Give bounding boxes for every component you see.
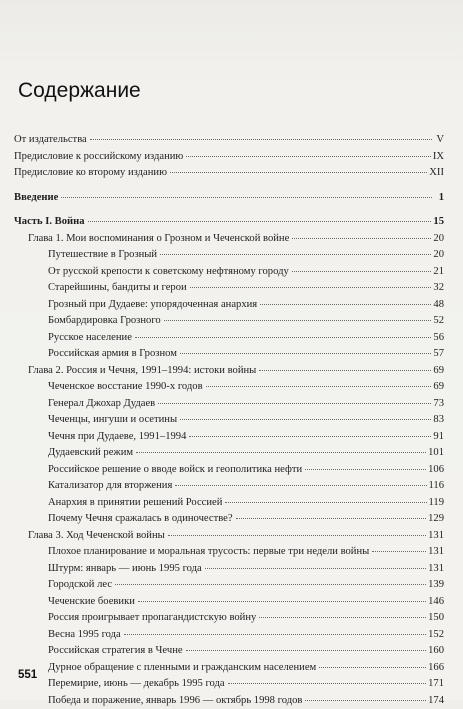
- toc-entry-title: Старейшины, бандиты и герои: [48, 280, 188, 297]
- toc-entry-page: 69: [433, 363, 444, 380]
- toc-entry-title: Российское решение о вводе войск и геополитика нефти: [48, 462, 303, 479]
- toc-entry-page: 174: [428, 693, 444, 709]
- toc-entry-title: Дурное обращение с пленными и гражданским населением: [48, 660, 317, 677]
- toc-entry-title: Российская стратегия в Чечне: [48, 643, 184, 660]
- toc-entry[interactable]: [14, 164, 444, 181]
- dot-leader: [180, 409, 431, 420]
- dot-leader: [190, 277, 432, 288]
- toc-entry-title: Глава 1. Мои воспоминания о Грозном и Чеченской войне: [28, 231, 290, 248]
- toc-entry-page: 57: [433, 346, 444, 363]
- toc-entry-page: 1: [434, 190, 444, 207]
- table-of-contents: [14, 131, 444, 708]
- toc-entry-page: 21: [433, 264, 444, 281]
- toc-entry-title: Чечня при Дудаеве, 1991–1994: [48, 429, 187, 446]
- toc-entry-page: 83: [433, 412, 444, 429]
- toc-entry-page: XII: [429, 165, 444, 182]
- toc-entry-page: 15: [433, 214, 444, 231]
- toc-entry-page: 119: [429, 495, 445, 512]
- toc-entry-title: Россия проигрывает пропагандистскую войну: [48, 610, 257, 627]
- toc-entry-page: 152: [428, 627, 444, 644]
- toc-entry-title: Генерал Джохар Дудаев: [48, 396, 156, 413]
- toc-entry-page: 131: [428, 528, 444, 545]
- dot-leader: [90, 129, 432, 140]
- dot-leader: [319, 657, 426, 668]
- toc-entry-title: Введение: [14, 190, 59, 207]
- toc-entry-title: Анархия в принятии решений Россией: [48, 495, 223, 512]
- toc-entry-page: 52: [433, 313, 444, 330]
- toc-entry-title: Плохое планирование и моральная трусость: первые три недели войны: [48, 544, 370, 561]
- dot-leader: [206, 376, 432, 387]
- toc-entry-title: Бомбардировка Грозного: [48, 313, 162, 330]
- toc-entry-title: Дудаевский режим: [48, 445, 134, 462]
- dot-leader: [175, 475, 426, 486]
- toc-entry-page: 116: [429, 478, 445, 495]
- toc-entry-page: 131: [428, 544, 444, 561]
- toc-entry-page: 48: [433, 297, 444, 314]
- dot-leader: [259, 607, 426, 618]
- toc-entry-page: 139: [428, 577, 444, 594]
- dot-leader: [170, 162, 427, 173]
- toc-entry-page: 91: [433, 429, 444, 446]
- toc-entry-title: Чеченские боевики: [48, 594, 136, 611]
- dot-leader: [158, 393, 431, 404]
- toc-entry-title: Штурм: январь — июнь 1995 года: [48, 561, 203, 578]
- toc-entry-page: 171: [428, 676, 444, 693]
- toc-entry-page: 20: [433, 247, 444, 264]
- toc-entry-title: Весна 1995 года: [48, 627, 122, 644]
- toc-entry-title: Российская армия в Грозном: [48, 346, 178, 363]
- toc-entry-title: Предисловие к российскому изданию: [14, 149, 184, 166]
- toc-entry-title: От русской крепости к советскому нефтяному городу: [48, 264, 290, 281]
- toc-entry-page: 150: [428, 610, 444, 627]
- page-title: Содержание: [18, 79, 141, 103]
- dot-leader: [259, 360, 431, 371]
- dot-leader: [372, 541, 426, 552]
- toc-entry-title: Грозный при Дудаеве: упорядоченная анархия: [48, 297, 258, 314]
- toc-entry-page: 73: [433, 396, 444, 413]
- toc-entry-title: Городской лес: [48, 577, 113, 594]
- toc-entry-title: Катализатор для вторжения: [48, 478, 173, 495]
- dot-leader: [186, 146, 430, 157]
- dot-leader: [136, 442, 426, 453]
- dot-leader: [305, 690, 426, 701]
- dot-leader: [236, 508, 427, 519]
- toc-entry-page: 20: [433, 231, 444, 248]
- page-number: 551: [18, 669, 37, 681]
- toc-entry-title: Перемирие, июнь — декабрь 1995 года: [48, 676, 226, 693]
- toc-entry-title: Глава 3. Ход Чеченской войны: [28, 528, 166, 545]
- toc-entry-page: 56: [433, 330, 444, 347]
- toc-entry-page: IX: [433, 149, 444, 166]
- toc-entry-page: 129: [428, 511, 444, 528]
- toc-entry-page: 106: [428, 462, 444, 479]
- dot-leader: [160, 244, 431, 255]
- dot-leader: [228, 673, 426, 684]
- dot-leader: [205, 558, 426, 569]
- toc-entry-page: 32: [433, 280, 444, 297]
- toc-entry-title: Глава 2. Россия и Чечня, 1991–1994: истоки войны: [28, 363, 257, 380]
- toc-entry-title: Часть I. Война: [14, 214, 86, 231]
- toc-entry-title: Чеченцы, ингуши и осетины: [48, 412, 178, 429]
- dot-leader: [61, 187, 432, 198]
- dot-leader: [186, 640, 427, 651]
- dot-leader: [168, 525, 426, 536]
- dot-leader: [88, 211, 432, 222]
- toc-entry-page: 69: [433, 379, 444, 396]
- dot-leader: [135, 327, 431, 338]
- toc-entry-title: Путешествие в Грозный: [48, 247, 158, 264]
- toc-entry-page: 146: [428, 594, 444, 611]
- toc-entry-page: 160: [428, 643, 444, 660]
- toc-entry-title: Победа и поражение, январь 1996 — октябрь 1998 годов: [48, 693, 303, 709]
- toc-entry-page: 131: [428, 561, 444, 578]
- dot-leader: [115, 574, 426, 585]
- dot-leader: [180, 343, 431, 354]
- dot-leader: [292, 261, 432, 272]
- toc-entry-page: V: [434, 132, 444, 149]
- toc-entry-title: Русское население: [48, 330, 133, 347]
- toc-entry-title: Почему Чечня сражалась в одиночестве?: [48, 511, 234, 528]
- toc-entry[interactable]: [14, 189, 444, 206]
- dot-leader: [260, 294, 431, 305]
- dot-leader: [138, 591, 426, 602]
- dot-leader: [225, 492, 426, 503]
- dot-leader: [164, 310, 432, 321]
- toc-entry-page: 101: [428, 445, 444, 462]
- dot-leader: [292, 228, 431, 239]
- dot-leader: [189, 426, 431, 437]
- dot-leader: [124, 624, 426, 635]
- toc-entry-title: Предисловие ко второму изданию: [14, 165, 168, 182]
- toc-entry-title: От издательства: [14, 132, 88, 149]
- toc-entry-page: 166: [428, 660, 444, 677]
- toc-entry-title: Чеченское восстание 1990-х годов: [48, 379, 204, 396]
- dot-leader: [305, 459, 426, 470]
